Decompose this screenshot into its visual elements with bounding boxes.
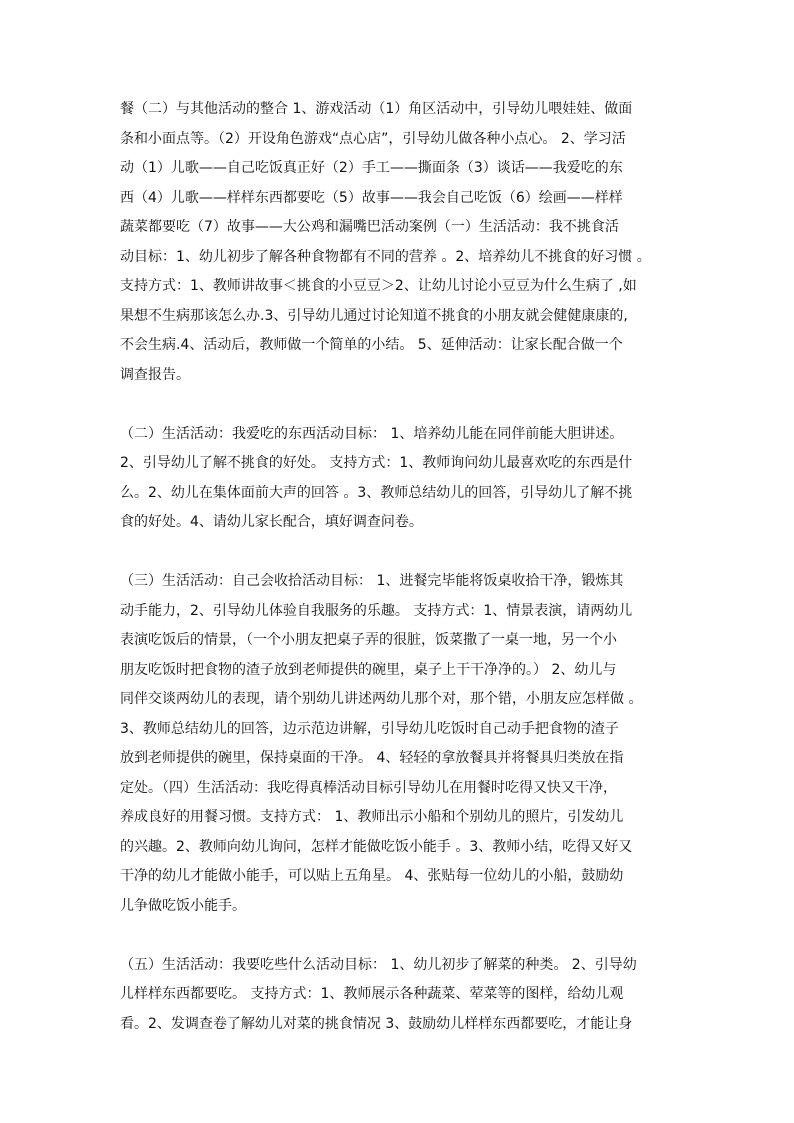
- text-line: 干净的幼儿才能做小能手，可以贴上五角星。 4、张贴每一位幼儿的小船，鼓励幼: [120, 868, 624, 884]
- text-line: 调查报告。: [120, 366, 190, 383]
- text-line: 么。2、幼儿在集体面前大声的回答 。3、教师总结幼儿的回答，引导幼儿了解不挑: [120, 484, 633, 501]
- text-line: 的兴趣。2、教师向幼儿询问，怎样才能做吃饭小能手 。3、教师小结，吃得又好又: [120, 838, 633, 855]
- text-line: 蔬菜都要吃（7）故事——大公鸡和漏嘴巴活动案例（一）生活活动：我不挑食活: [120, 219, 619, 235]
- text-line: 朋友吃饭时把食物的渣子放到老师提供的碗里，桌子上干干净净的。） 2、幼儿与: [120, 661, 617, 678]
- text-line: （三）生活活动：自己会收拾活动目标： 1、进餐完毕能将饭桌收拾干净，锻炼其: [120, 573, 624, 589]
- text-line: 餐（二）与其他活动的整合 1、游戏活动（1）角区活动中，引导幼儿喂娃娃、做面: [120, 101, 633, 117]
- text-line: 动（1）儿歌——自己吃饭真正好（2）手工——撕面条（3）谈话——我爱吃的东: [120, 160, 623, 176]
- text-line: 动手能力，2、引导幼儿体验自我服务的乐趣。 支持方式：1、情景表演，请两幼儿: [120, 602, 633, 619]
- text-line: 条和小面点等。（2）开设角色游戏“点心店”，引导幼儿做各种小点心。 2、学习活: [120, 130, 626, 147]
- text-line: 支持方式：1、教师讲故事＜挑食的小豆豆＞2、让幼儿讨论小豆豆为什么生病了 ,如: [120, 278, 637, 294]
- text-line: 2、引导幼儿了解不挑食的好处。 支持方式：1、教师询问幼儿最喜欢吃的东西是什: [120, 455, 633, 471]
- document-page: [120, 95, 680, 1039]
- text-line: 儿样样东西都要吃。 支持方式：1、教师展示各种蔬菜、荤菜等的图样，给幼儿观: [120, 986, 624, 1002]
- text-line: 养成良好的用餐习惯。支持方式： 1、教师出示小船和个别幼儿的照片，引发幼儿: [120, 809, 624, 825]
- text-line: 看。2、发调查卷了解幼儿对菜的挑食情况 3、鼓励幼儿样样东西都要吃，才能让身: [120, 1015, 633, 1032]
- text-line: 同伴交谈两幼儿的表现，请个别幼儿讲述两幼儿那个对，那个错，小朋友应怎样做 。: [120, 691, 643, 707]
- text-line: 果想不生病那该怎么办.3、引导幼儿通过讨论知道不挑食的小朋友就会健健康康的,: [120, 307, 628, 324]
- text-line: 食的好处。4、请幼儿家长配合，填好调查问卷。: [120, 514, 423, 530]
- paragraph-gap: [120, 921, 680, 951]
- text-line: 动目标：1、幼儿初步了解各种食物都有不同的营养 。2、培养幼儿不挑食的好习惯 。: [120, 248, 651, 265]
- text-line: 放到老师提供的碗里，保持桌面的干净。 4、轻轻的拿放餐具并将餐具归类放在指: [120, 750, 624, 766]
- text-line: 定处。（四）生活活动：我吃得真棒活动目标引导幼儿在用餐时吃得又快又干净，: [120, 779, 617, 796]
- text-line: （五）生活活动：我要吃些什么活动目标： 1、幼儿初步了解菜的种类。 2、引导幼: [120, 956, 637, 973]
- paragraph-gap: [120, 538, 680, 568]
- text-line: 儿争做吃饭小能手。: [120, 897, 246, 914]
- text-line: 3、教师总结幼儿的回答，边示范边讲解，引导幼儿吃饭时自己动手把食物的渣子: [120, 720, 619, 737]
- text-line: 不会生病.4、活动后，教师做一个简单的小结。 5、延伸活动：让家长配合做一个: [120, 337, 623, 353]
- paragraph-gap: [120, 390, 680, 420]
- text-line: 西（4）儿歌——样样东西都要吃（5）故事——我会自己吃饭（6）绘画——样样: [120, 189, 623, 206]
- text-line: 表演吃饭后的情景，（一个小朋友把桌子弄的很脏，饭菜撒了一桌一地，另一个小: [120, 632, 617, 648]
- text-line: （二）生活活动：我爱吃的东西活动目标： 1、培养幼儿能在同伴前能大胆讲述。: [120, 425, 624, 442]
